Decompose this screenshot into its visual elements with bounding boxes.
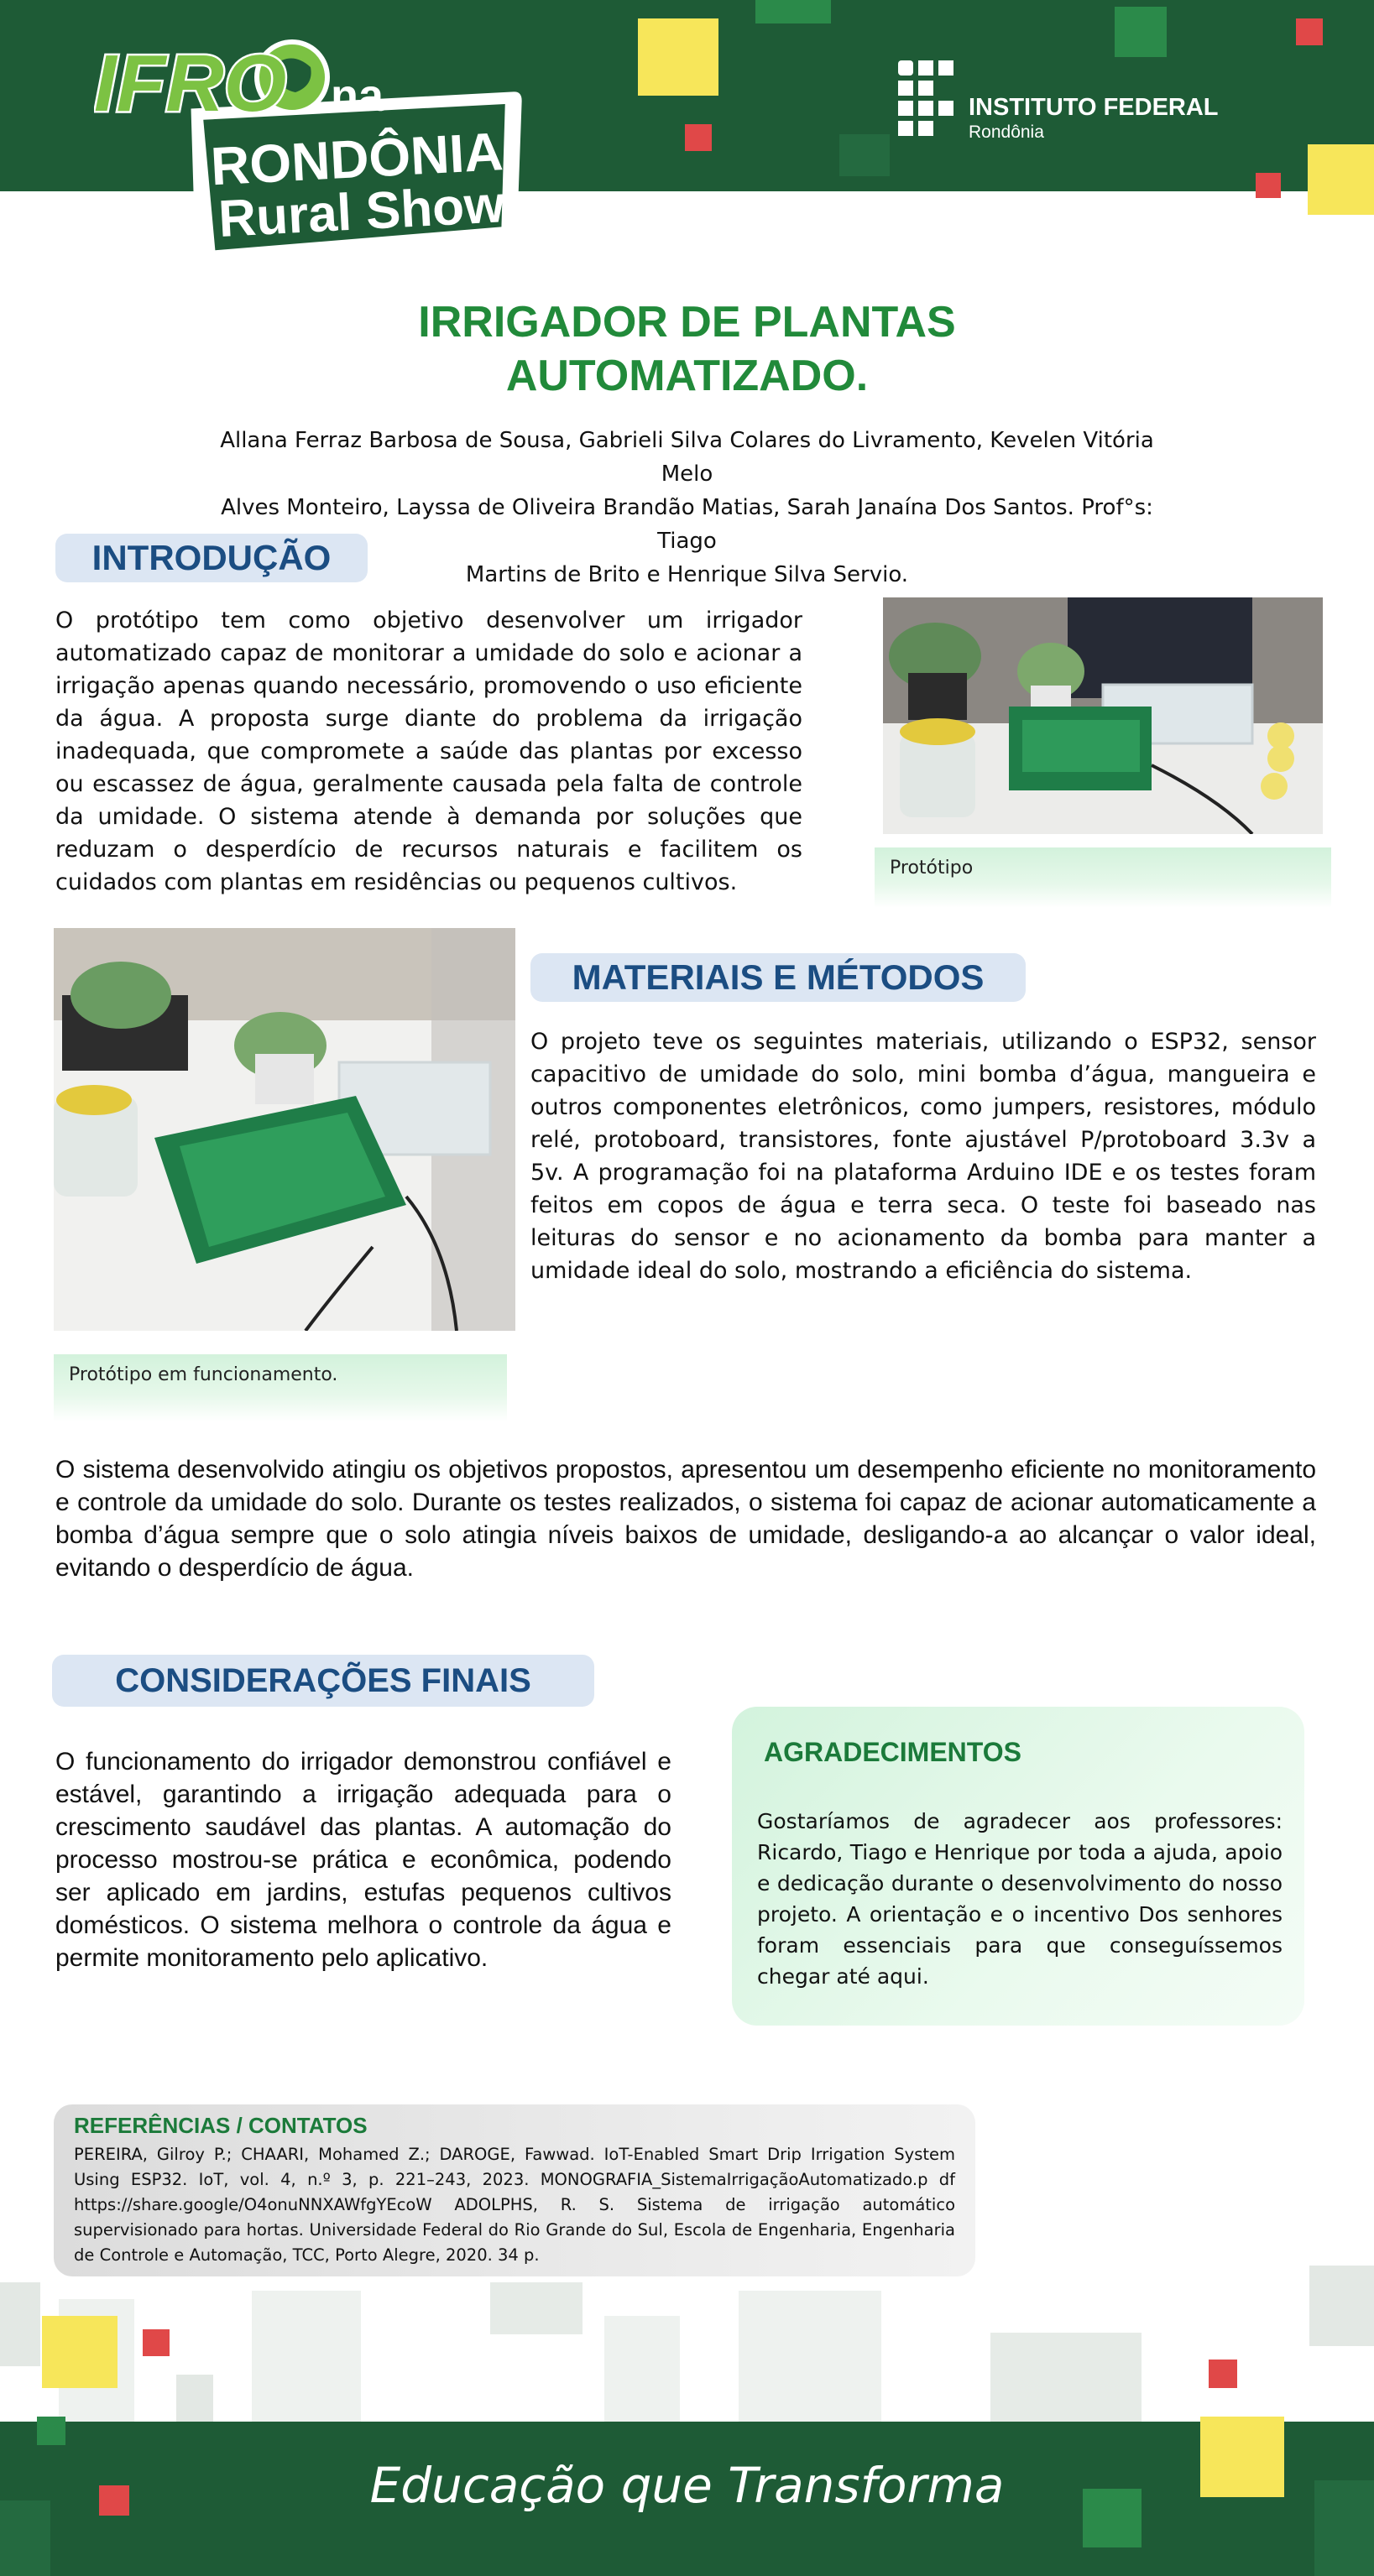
decor-square <box>1209 2360 1237 2388</box>
prototype-working-photo-caption: Protótipo em funcionamento. <box>54 1354 507 1421</box>
consideracoes-text: O funcionamento do irrigador demonstrou confiável e estável, garantindo a irrigação adequada para o crescimento saudável das plantas. A automação do processo mostrou-se prática e econômica, podendo ser aplicado em jardins, estufas pequenos cultivos domésticos. O sistema melhora o controle da água e permite monitoramento pelo aplicativo. <box>55 1748 671 1972</box>
decor-square <box>252 2291 361 2422</box>
materiais-text: O projeto teve os seguintes materiais, utilizando o ESP32, sensor capacitivo de umidade do solo, mini bomba d’água, mangueira e outros componentes eletrônicos, como jumpers, resistores, módulo relé, protoboard, transistores, fonte ajustável P/protoboard 3.3v a 5v. A programação foi na plataforma Arduino IDE e os testes foram feitos em copos de água e terra seca. O teste foi baseado nas leituras do sensor e no acionamento da bomba para manter a umidade ideal do solo, mostrando a eficiência do sistema. <box>530 1029 1316 1284</box>
decor-square <box>42 2316 118 2388</box>
authors-line-1: Allana Ferraz Barbosa de Sousa, Gabrieli Silva Colares do Livramento, Kevelen Vitória Melo <box>220 428 1154 487</box>
agradecimentos-heading: AGRADECIMENTOS <box>764 1737 1021 1767</box>
decor-square <box>739 2291 881 2422</box>
decor-square <box>990 2333 1142 2422</box>
agradecimentos-text: Gostaríamos de agradecer aos professores: Ricardo, Tiago e Henrique por toda a ajuda, apoio e dedicação durante o desenvolvimento do nosso projeto. A orientação e o incentivo Dos senhores foram essenciais para que conseguíssemos chegar até aqui. <box>757 1809 1283 1989</box>
decor-square <box>755 0 831 23</box>
institution-name: INSTITUTO FEDERAL <box>969 94 1219 121</box>
logo-ifro-text: IFRO <box>94 39 287 128</box>
prototype-photo-caption: Protótipo <box>875 847 1331 908</box>
title-line-1: IRRIGADOR DE PLANTAS <box>418 298 956 347</box>
decor-square <box>143 2329 170 2356</box>
authors-line-3: Martins de Brito e Henrique Silva Servio. <box>465 562 909 587</box>
decor-square <box>490 2282 583 2334</box>
materiais-heading: MATERIAIS E MÉTODOS <box>530 953 1026 1002</box>
prototype-working-photo <box>54 928 515 1331</box>
resultados-text: O sistema desenvolvido atingiu os objetivos propostos, apresentou um desempenho eficiente no monitoramento e controle da umidade do solo. Durante os testes realizados, o sistema foi capaz de acionar automaticamente a bomba d’água sempre que o solo atingia níveis baixos de umidade, desligando-a ao alcançar o valor ideal, evitando o desperdício de água. <box>55 1456 1316 1582</box>
event-logo <box>94 34 530 252</box>
poster-title <box>252 295 1122 403</box>
logo-ruralshow-text: Rural Show <box>217 175 506 248</box>
prototype-photo <box>883 597 1323 834</box>
decor-square <box>1296 18 1323 45</box>
decor-square <box>1256 173 1281 198</box>
decor-square <box>176 2375 213 2422</box>
decor-square <box>37 2417 65 2445</box>
decor-square <box>638 18 718 96</box>
footer-slogan: Educação que Transforma <box>369 2457 1005 2514</box>
consideracoes-heading: CONSIDERAÇÕES FINAIS <box>52 1655 594 1707</box>
referencias-text: PEREIRA, Gilroy P.; CHAARI, Mohamed Z.; DAROGE, Fawwad. IoT-Enabled Smart Drip Irrigation System Using ESP32. IoT, vol. 4, n.º 3, p. 221–243, 2023. MONOGRAFIA_SistemaIrrigaçãoAutomatizado.p df https://share.google/O4onuNNXAWfgYEcoW ADOLPHS, R. S. Sistema de irrigação automático supervisionado para hortas. Universidade Federal do Rio Grande do Sul, Escola de Engenharia, Engenharia de Controle e Automação, TCC, Porto Alegre, 2020. 34 p. <box>74 2145 955 2265</box>
decor-square <box>0 2282 40 2366</box>
institution-state: Rondônia <box>969 123 1044 142</box>
decor-square <box>604 2316 680 2422</box>
authors-line-2: Alves Monteiro, Layssa de Oliveira Brandão Matias, Sarah Janaína Dos Santos. Prof°s: Tiago <box>221 495 1153 554</box>
referencias-heading: REFERÊNCIAS / CONTATOS <box>74 2113 368 2138</box>
decor-square <box>839 134 890 176</box>
introducao-text: O protótipo tem como objetivo desenvolver um irrigador automatizado capaz de monitorar a umidade do solo e acionar a irrigação apenas quando necessário, promovendo o uso eficiente da água. A proposta surge diante do problema da irrigação inadequada, que compromete a saúde das plantas por excesso ou escassez de água, geralmente causada pela falta de controle da umidade. O sistema atende à demanda por soluções que reduzam o desperdício de recursos naturais e facilitem os cuidados com plantas em residências ou pequenos cultivos. <box>55 607 802 895</box>
introducao-heading: INTRODUÇÃO <box>55 534 368 582</box>
decor-square <box>1309 2266 1374 2346</box>
logo-rondonia-text: RONDÔNIA <box>209 121 505 197</box>
decor-square <box>685 124 712 151</box>
institution-logo <box>898 60 1217 144</box>
title-line-2: AUTOMATIZADO. <box>505 352 869 400</box>
logo-na-text: na <box>331 70 384 121</box>
decor-square <box>1308 144 1374 215</box>
decor-square <box>1115 7 1167 57</box>
